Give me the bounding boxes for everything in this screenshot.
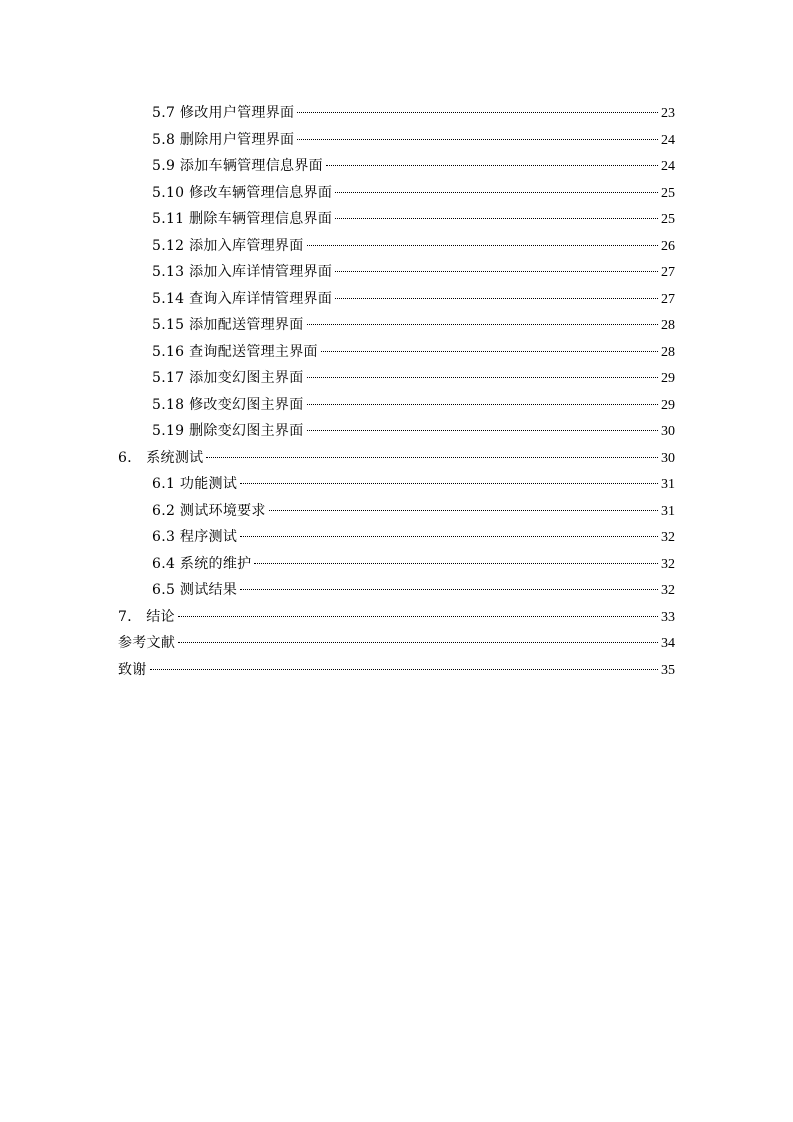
toc-entry[interactable]: [118, 604, 675, 631]
dot-leader: [240, 589, 658, 590]
toc-entry-page-number: 25: [661, 185, 675, 201]
toc-entry[interactable]: [118, 498, 675, 525]
toc-entry-page-number: 31: [661, 503, 675, 519]
toc-entry-title: 参考文献: [118, 635, 176, 651]
toc-entry-title: 5.12 添加入库管理界面: [152, 237, 304, 254]
toc-entry[interactable]: [118, 100, 675, 127]
toc-entry-page-number: 31: [661, 477, 675, 492]
dot-leader: [335, 271, 658, 272]
toc-entry[interactable]: [118, 339, 675, 366]
toc-entry-title: 5.16 查询配送管理主界面: [152, 343, 318, 360]
toc-entry-title: 致谢: [118, 661, 147, 678]
toc-entry-page-number: 30: [661, 450, 675, 466]
toc-entry-page-number: 32: [661, 556, 675, 572]
toc-entry-title: 5.7 修改用户管理界面: [152, 105, 295, 121]
dot-leader: [240, 536, 658, 537]
toc-entry-title: 7． 结论: [118, 608, 175, 625]
dot-leader: [269, 510, 658, 511]
dot-leader: [297, 139, 658, 140]
toc-entry-page-number: 32: [661, 530, 675, 545]
toc-entry-title: 5.9 添加车辆管理信息界面: [152, 158, 323, 174]
toc-entry[interactable]: [118, 657, 675, 684]
dot-leader: [297, 112, 658, 113]
toc-entry-title: 5.8 删除用户管理界面: [152, 131, 295, 148]
toc-entry[interactable]: [118, 365, 675, 392]
toc-entry-page-number: 27: [661, 265, 675, 280]
toc-entry-page-number: 35: [661, 662, 675, 678]
toc-entry-title: 5.19 删除变幻图主界面: [152, 423, 304, 439]
toc-entry-title: 6． 系统测试: [118, 449, 204, 466]
dot-leader: [335, 218, 658, 219]
toc-entry[interactable]: [118, 180, 675, 207]
toc-entry-page-number: 28: [661, 344, 675, 360]
toc-entry-title: 6.2 测试环境要求: [152, 502, 266, 519]
toc-entry-page-number: 32: [661, 583, 675, 598]
toc-entry[interactable]: [118, 445, 675, 472]
toc-entry-title: 5.11 删除车辆管理信息界面: [152, 211, 333, 227]
toc-entry-page-number: 34: [661, 636, 675, 651]
dot-leader: [307, 377, 658, 378]
toc-entry[interactable]: [118, 206, 675, 233]
toc-entry-page-number: 23: [661, 106, 675, 121]
toc-entry[interactable]: [118, 524, 675, 551]
toc-entry-title: 6.1 功能测试: [152, 476, 238, 492]
toc-entry-page-number: 25: [661, 212, 675, 227]
toc-entry-page-number: 29: [661, 371, 675, 386]
toc-entry[interactable]: [118, 392, 675, 419]
dot-leader: [321, 351, 658, 352]
toc-entry[interactable]: [118, 471, 675, 498]
dot-leader: [307, 430, 658, 431]
toc-entry[interactable]: [118, 259, 675, 286]
dot-leader: [307, 324, 658, 325]
dot-leader: [335, 192, 658, 193]
toc-entry-page-number: 30: [661, 424, 675, 439]
toc-entry-page-number: 27: [661, 291, 675, 307]
toc-entry-title: 6.5 测试结果: [152, 582, 238, 598]
toc-entry-title: 6.4 系统的维护: [152, 555, 252, 572]
toc-entry-title: 5.14 查询入库详情管理界面: [152, 290, 333, 307]
toc-entry-page-number: 28: [661, 318, 675, 333]
toc-entry[interactable]: [118, 312, 675, 339]
toc-entry-page-number: 24: [661, 132, 675, 148]
toc-entry[interactable]: [118, 286, 675, 313]
toc-entry-title: 5.13 添加入库详情管理界面: [152, 264, 333, 280]
dot-leader: [240, 483, 658, 484]
dot-leader: [335, 298, 658, 299]
toc-entry-title: 5.18 修改变幻图主界面: [152, 396, 304, 413]
toc-entry-page-number: 29: [661, 397, 675, 413]
dot-leader: [254, 563, 658, 564]
toc-entry[interactable]: [118, 630, 675, 657]
table-of-contents: [118, 100, 675, 683]
dot-leader: [178, 616, 658, 617]
toc-entry-title: 6.3 程序测试: [152, 529, 238, 545]
toc-entry-title: 5.15 添加配送管理界面: [152, 317, 304, 333]
toc-entry[interactable]: [118, 153, 675, 180]
toc-entry[interactable]: [118, 577, 675, 604]
dot-leader: [206, 457, 658, 458]
dot-leader: [307, 245, 658, 246]
dot-leader: [178, 642, 658, 643]
toc-entry-page-number: 26: [661, 238, 675, 254]
toc-entry-title: 5.10 修改车辆管理信息界面: [152, 184, 333, 201]
dot-leader: [307, 404, 658, 405]
toc-entry-title: 5.17 添加变幻图主界面: [152, 370, 304, 386]
toc-entry[interactable]: [118, 127, 675, 154]
toc-entry[interactable]: [118, 551, 675, 578]
toc-entry[interactable]: [118, 233, 675, 260]
toc-entry-page-number: 33: [661, 609, 675, 625]
dot-leader: [326, 165, 658, 166]
dot-leader: [150, 669, 658, 670]
toc-entry-page-number: 24: [661, 159, 675, 174]
toc-entry[interactable]: [118, 418, 675, 445]
